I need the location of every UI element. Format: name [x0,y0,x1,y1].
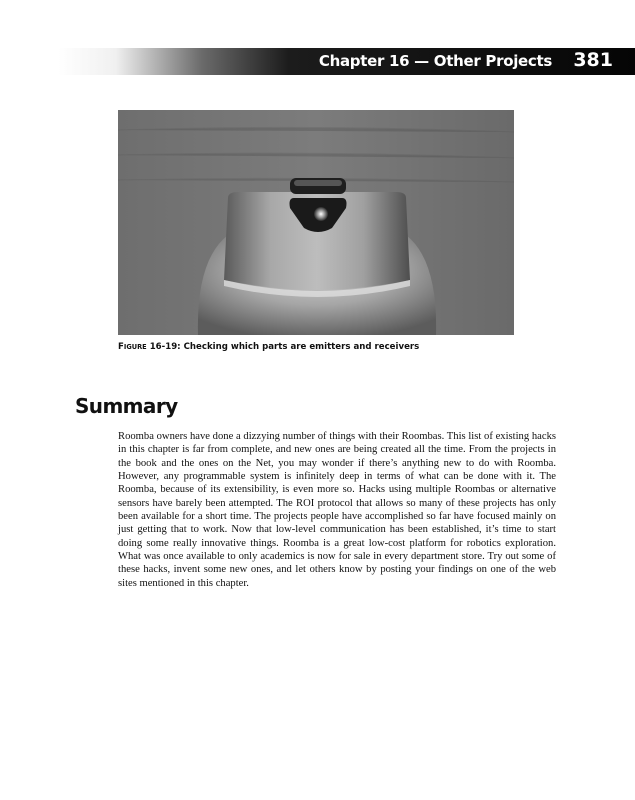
roomba-sensor-photo [118,110,514,335]
figure-caption [118,342,538,352]
body-paragraph: Roomba owners have done a dizzying number of things with their Roombas. This list of existing hacks in this chapter is far from complete, and new ones are being created all the time. From the projects in the book and the ones on the Net, you may wonder if there’s anything new to do with Roomba. However, any programmable system is infinitely deep in terms of what can be done with it. The Roomba, because of its extensibility, is even more so. Hacks using multiple Roombas or alternative sensors have barely been attempted. The ROI protocol that allows so many of these projects has only been available for a short time. The projects people have accomplished so far have focused mainly on just getting that to work. Now that low-level communication has been established, it’s time to start doing some really innovative things. Roomba is a great low-cost platform for robotics exploration. What was once available to only academics is now for sale in every department store. Try out some of these hacks, invent some new ones, and let others know by posting your findings on one of the web sites mentioned in this chapter. [118,431,556,589]
running-header [58,48,635,75]
section-heading: Summary [75,394,178,418]
caption-text: Checking which parts are emitters and receivers [183,342,420,352]
figure-photo [118,110,514,335]
chapter-title: Chapter 16 — Other Projects [318,52,552,70]
caption-figure-label: FIGURE [118,342,147,352]
caption-figure-number: 16-19: [149,342,181,352]
page-number: 381 [573,49,613,71]
